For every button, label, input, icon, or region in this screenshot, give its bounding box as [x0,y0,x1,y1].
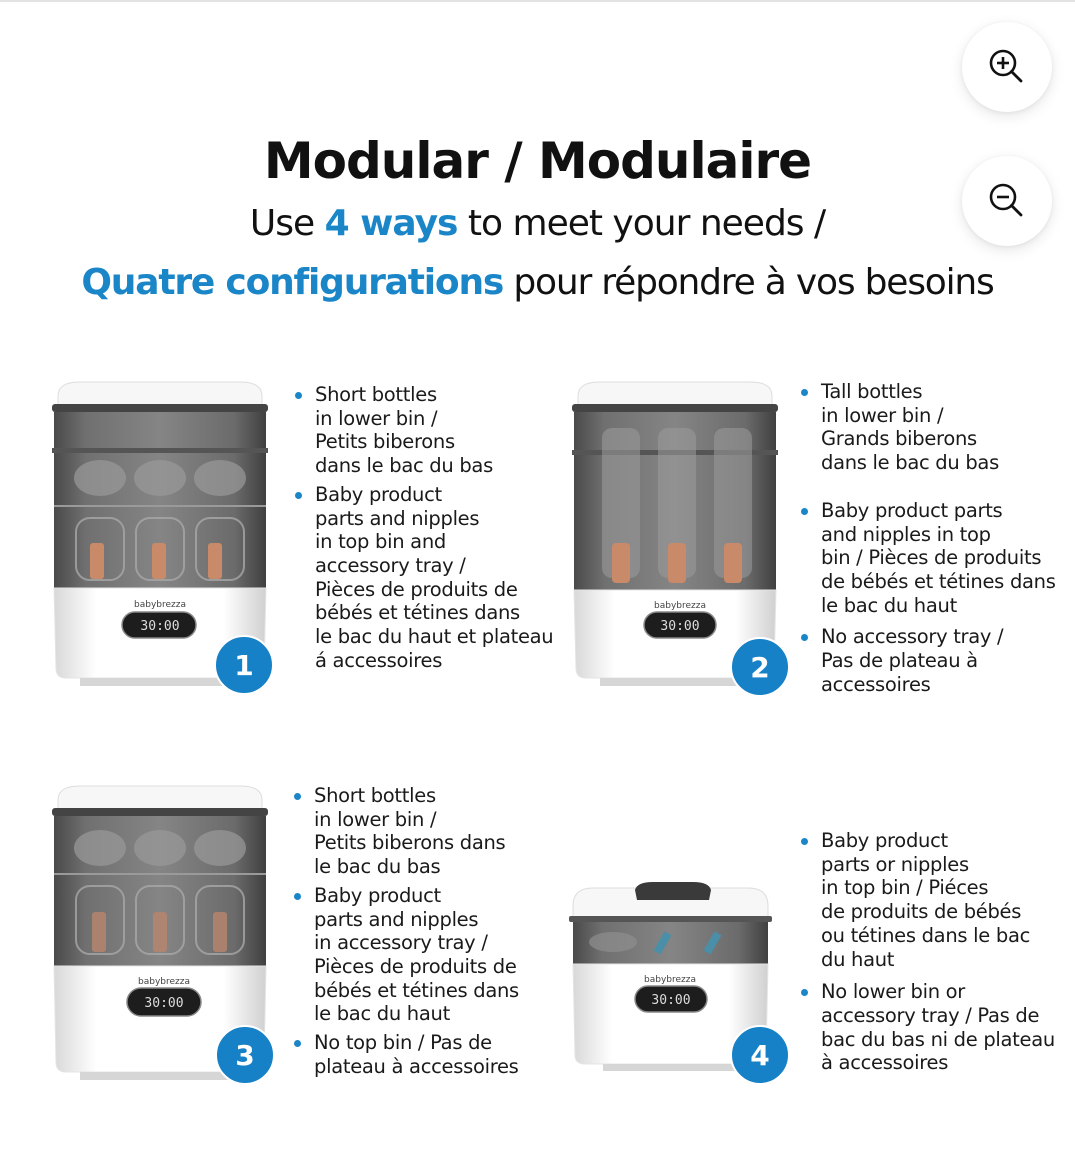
config-badge-4: 4 [730,1025,790,1085]
brand-logo: babybrezza [134,600,186,610]
subtitle-fr-suffix: pour répondre à vos besoins [503,262,994,303]
config-1-bullet-1: Short bottles in lower bin / Petits biberons dans le bac du bas [290,383,560,478]
page-title: Modular / Modulaire [263,132,812,190]
config-badge-3: 3 [215,1025,275,1085]
subtitle-fr-highlight: Quatre configurations [81,262,504,303]
subtitle-english [0,203,1075,244]
config-4-bullet-1: Baby product parts or nipples in top bin / Piéces de produits de bébés ou tétines dans le bac du haut [796,829,1066,971]
zoom-in-button[interactable] [962,22,1052,112]
display-readout: 30:00 [140,619,180,634]
config-2-description [796,380,1066,696]
config-3-description [289,784,559,1083]
config-4-description [796,829,1066,1084]
config-2-bullet-1: Tall bottles in lower bin / Grands biberons dans le bac du bas [796,380,1066,475]
config-badge-2: 2 [730,637,790,697]
config-3-bullet-3: No top bin / Pas de plateau à accessoires [289,1031,559,1078]
subtitle-highlight: 4 ways [324,203,458,244]
zoom-in-icon [985,45,1029,89]
brand-logo: babybrezza [654,601,706,611]
subtitle-french [0,262,1075,303]
subtitle-suffix: to meet your needs / [457,203,826,244]
config-2-bullet-3: No accessory tray / Pas de plateau à accessoires [796,625,1066,696]
config-badge-1: 1 [214,635,274,695]
display-readout: 30:00 [651,993,691,1008]
config-3-bullet-1: Short bottles in lower bin / Petits biberons dans le bac du bas [289,784,559,879]
brand-logo: babybrezza [644,975,696,985]
display-readout: 30:00 [660,619,700,634]
config-3-bullet-2: Baby product parts and nipples in accessory tray / Pièces de produits de bébés et tétines dans le bac du haut [289,884,559,1026]
config-1-bullet-2: Baby product parts and nipples in top bin and accessory tray / Pièces de produits de bébés et tétines dans le bac du haut et plateau á accessoires [290,483,560,673]
display-readout: 30:00 [144,996,184,1011]
config-4-bullet-2: No lower bin or accessory tray / Pas de bac du bas ni de plateau à accessoires [796,980,1066,1075]
brand-logo: babybrezza [138,977,190,987]
config-1-description [290,383,560,677]
top-divider [0,0,1075,2]
subtitle-prefix: Use [249,203,325,244]
config-2-bullet-2: Baby product parts and nipples in top bin / Pièces de produits de bébés et tétines dans le bac du haut [796,499,1066,618]
